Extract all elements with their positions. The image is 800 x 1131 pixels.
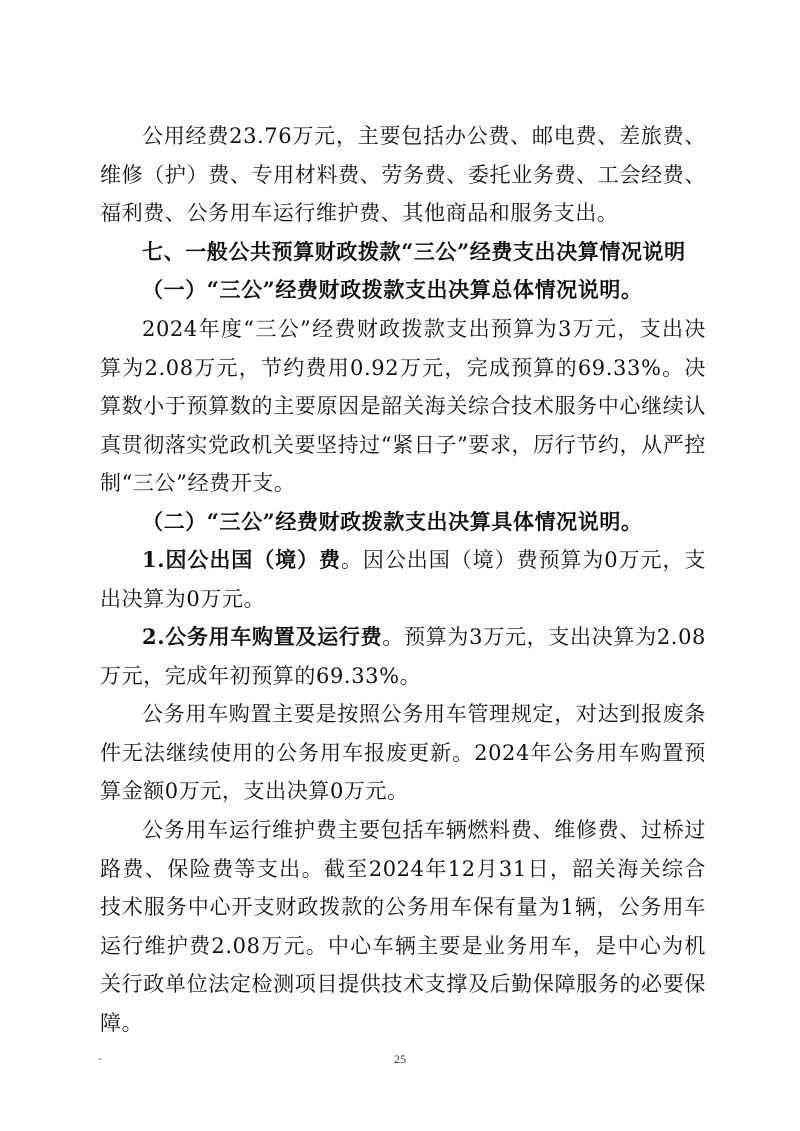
item-one-lead: 1.因公出国（境）费 [142, 547, 341, 572]
item-two-lead: 2.公务用车购置及运行费 [142, 624, 383, 649]
section-seven-heading: 七、一般公共预算财政拨款“三公”经费支出决算情况说明 [142, 239, 686, 264]
item-one-text: 。因公出国（境）费预算为0万元，支出决算为0万元。 [100, 548, 706, 611]
subsection-two-heading: （二）“三公”经费财政拨款支出决算具体情况说明。 [142, 509, 643, 534]
paragraph-vehicle-maintenance: 公务用车运行维护费主要包括车辆燃料费、维修费、过桥过路费、保险费等支出。截至2024年12月31日，韶关海关综合技术服务中心开支财政拨款的公务用车保有量为1辆，公务用车运行维护费2.08万元。中心车辆主要是业务用车，是中心为机关行政单位法定检测项目提供技术支撑及后勤保障服务的必要保障。 [100, 818, 706, 1035]
paragraph-three-public-overview: 2024年度“三公”经费财政拨款支出预算为3万元，支出决算为2.08万元，节约费用0.92万元，完成预算的69.33%。决算数小于预算数的主要原因是韶关海关综合技术服务中心继续认真贯彻落实党政机关要坚持过“紧日子”要求，厉行节约，从严控制“三公”经费开支。 [100, 317, 706, 495]
paragraph-public-expenses: 公用经费23.76万元，主要包括办公费、邮电费、差旅费、维修（护）费、专用材料费、劳务费、委托业务费、工会经费、福利费、公务用车运行维护费、其他商品和服务支出。 [100, 124, 706, 225]
paragraph-vehicle-costs [100, 618, 706, 695]
page-number: 25 [394, 1052, 406, 1066]
paragraph-overseas-travel [100, 541, 706, 618]
subsection-one-heading: （一）“三公”经费财政拨款支出决算总体情况说明。 [142, 277, 643, 302]
page-footer [0, 1052, 800, 1072]
paragraph-vehicle-purchase: 公务用车购置主要是按照公务用车管理规定，对达到报废条件无法继续使用的公务用车报废更新。2024年公务用车购置预算金额0万元，支出决算0万元。 [100, 702, 706, 803]
footer-dash: - [98, 1052, 102, 1065]
item-two-text: 。预算为3万元，支出决算为2.08万元，完成年初预算的69.33%。 [100, 625, 706, 688]
